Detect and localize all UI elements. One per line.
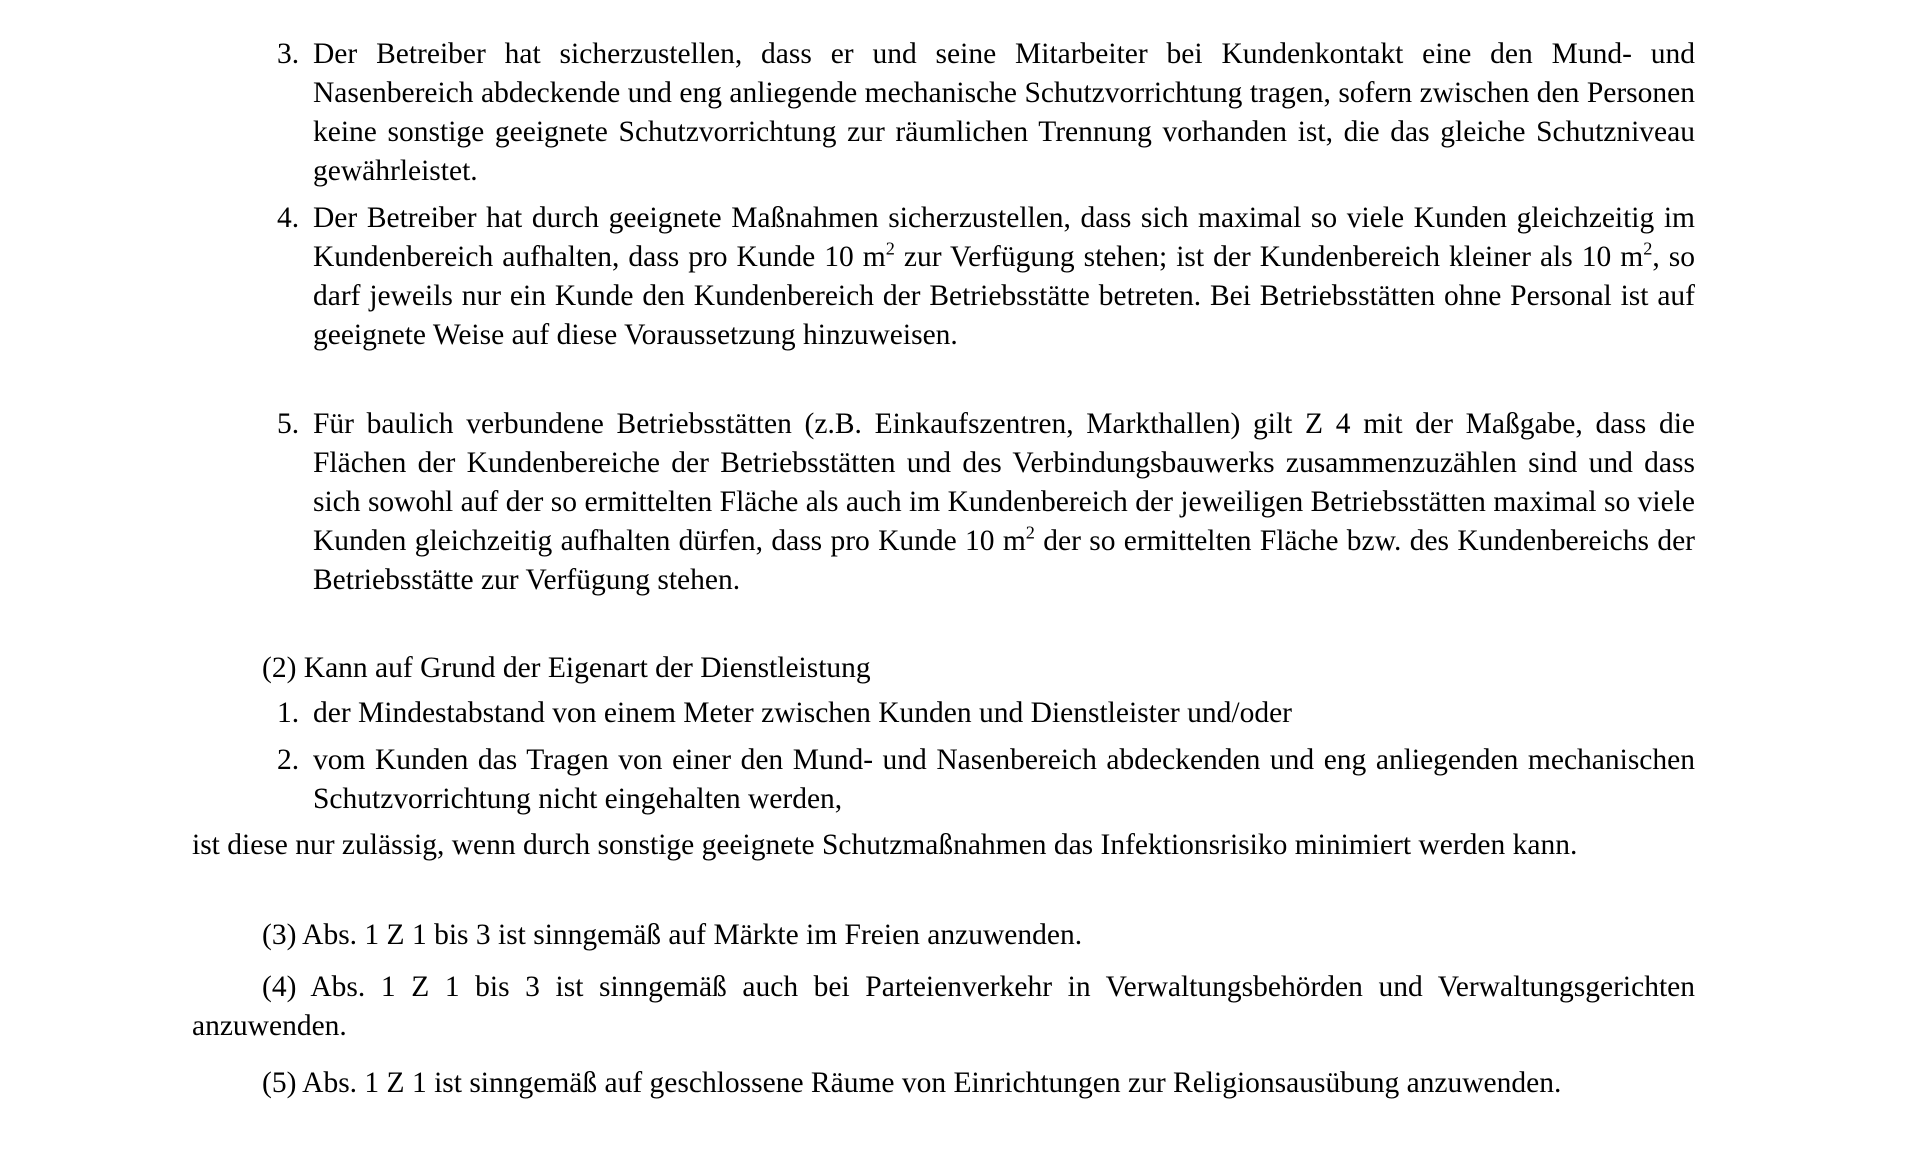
list-item-text — [313, 405, 1695, 600]
list-number: 1. — [277, 697, 300, 729]
paragraph-4: (4) Abs. 1 Z 1 bis 3 ist sinngemäß auch bei Parteienverkehr in Verwaltungsbehörden und Verwaltungsgerichten anzuwenden. — [192, 971, 1695, 1042]
paragraph-2-intro: (2) Kann auf Grund der Eigenart der Dienstleistung — [262, 652, 871, 684]
list-item-5 — [277, 405, 1695, 600]
text-segment: Für baulich verbundene Betriebsstätten (z.B. Einkaufszentren, Markthallen) gilt Z 4 mit der Maßgabe, dass die Flächen der Kundenbereiche der Betriebsstätten und des Verbindungsbauwerks zusammenzuzählen sind und dass sich sowohl auf der so ermittelten Fläche als auch im Kundenbereich der jeweiligen Betriebsstätten maximal so viele Kunden gleichzeitig aufhalten dürfen, dass pro Kunde 10 m — [313, 408, 1695, 557]
list-item-4 — [277, 199, 1695, 355]
superscript: 2 — [1025, 522, 1035, 543]
list-item-text: Der Betreiber hat sicherzustellen, dass er und seine Mitarbeiter bei Kundenkontakt eine den Mund- und Nasenbereich abdeckende und eng anliegende mechanische Schutzvorrichtung tragen, sofern zwischen den Personen keine sonstige geeignete Schutzvorrichtung zur räumlichen Trennung vorhanden ist, die das gleiche Schutzniveau gewährleistet. — [313, 38, 1695, 187]
text-segment: , so darf jeweils nur ein Kunde den Kundenbereich der Betriebsstätte betreten. Bei Betriebsstätten ohne Personal ist auf geeignete Weise auf diese Voraussetzung hinzuweisen. — [313, 241, 1696, 351]
list-item-3 — [277, 35, 1695, 191]
list-item-text — [313, 199, 1695, 355]
para2-list-item-1 — [277, 694, 1695, 733]
text-segment: zur Verfügung stehen; ist der Kundenbereich kleiner als 10 m — [894, 241, 1644, 273]
paragraph-2-conclusion: ist diese nur zulässig, wenn durch sonstige geeignete Schutzmaßnahmen das Infektionsrisiko minimiert werden kann. — [192, 829, 1578, 861]
text-segment: der so ermittelten Fläche bzw. des Kundenbereichs der Betriebsstätte zur Verfügung stehen. — [313, 525, 1695, 596]
superscript: 2 — [885, 238, 895, 259]
list-number: 2. — [277, 744, 300, 776]
superscript: 2 — [1643, 238, 1653, 259]
list-number: 5. — [277, 408, 300, 440]
list-number: 4. — [277, 202, 300, 234]
list-item-text: vom Kunden das Tragen von einer den Mund- und Nasenbereich abdeckenden und eng anliegenden mechanischen Schutzvorrichtung nicht eingehalten werden, — [313, 744, 1695, 815]
list-number: 3. — [277, 38, 300, 70]
paragraph-5: (5) Abs. 1 Z 1 ist sinngemäß auf geschlossene Räume von Einrichtungen zur Religionsausübung anzuwenden. — [262, 1067, 1562, 1099]
para2-list-item-2 — [277, 741, 1695, 819]
list-item-text: der Mindestabstand von einem Meter zwischen Kunden und Dienstleister und/oder — [313, 697, 1292, 729]
paragraph-3: (3) Abs. 1 Z 1 bis 3 ist sinngemäß auf Märkte im Freien anzuwenden. — [262, 919, 1083, 951]
text-segment: Der Betreiber hat durch geeignete Maßnahmen sicherzustellen, dass sich maximal so viele Kunden gleichzeitig im Kundenbereich aufhalten, dass pro Kunde 10 m — [313, 202, 1695, 273]
